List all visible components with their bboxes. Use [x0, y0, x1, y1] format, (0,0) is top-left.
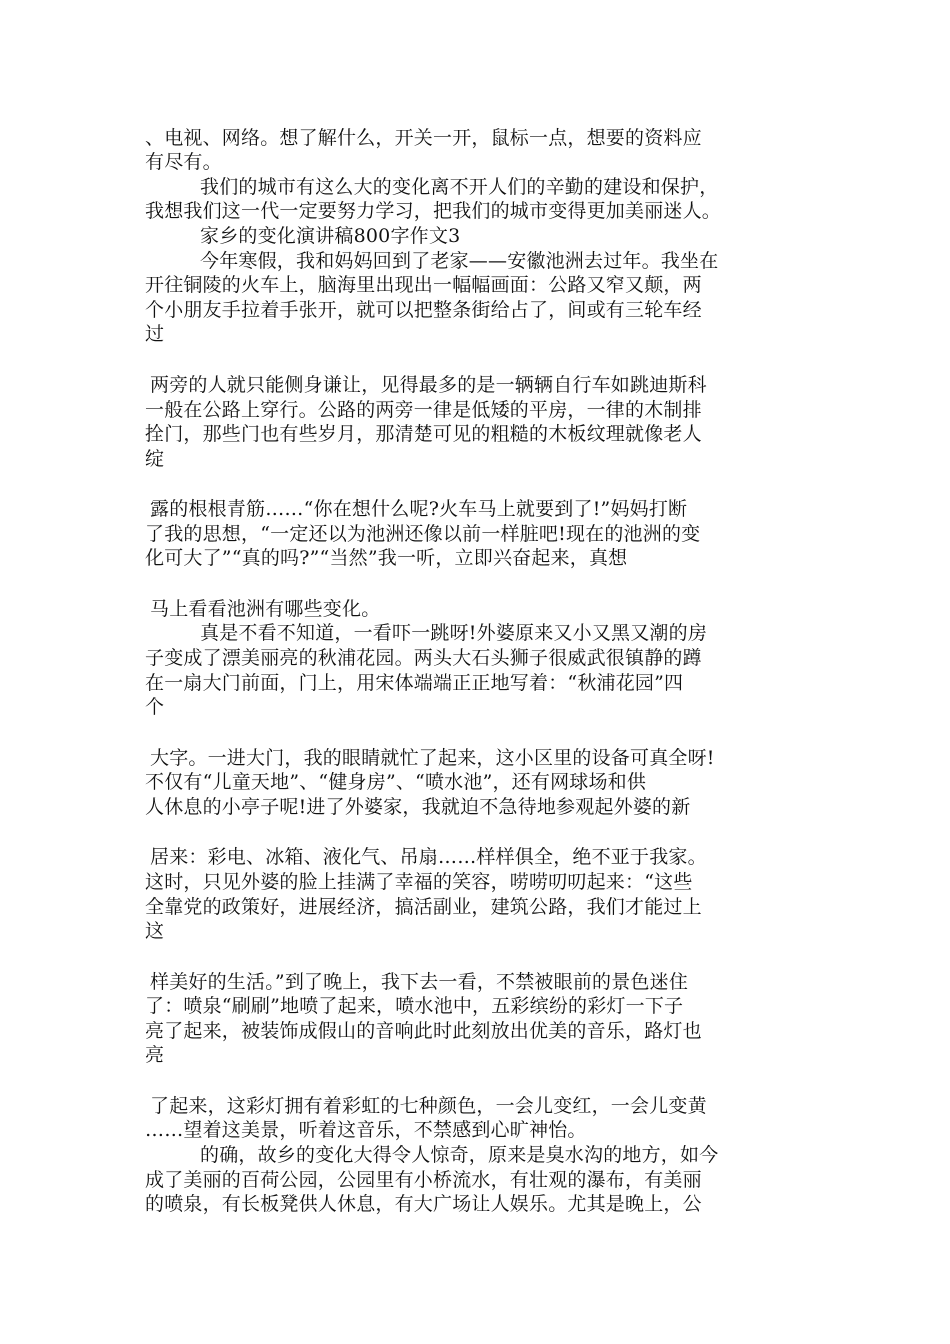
text-line: 亮了起来，被装饰成假山的音响此时此刻放出优美的音乐，路灯也 [145, 1020, 702, 1042]
text-line: 我想我们这一代一定要努力学习，把我们的城市变得更加美丽迷人。 [145, 200, 722, 222]
text-line: 了：喷泉“刷刷”地喷了起来，喷水池中，五彩缤纷的彩灯一下子 [145, 995, 684, 1017]
text-line: 这 [145, 920, 165, 942]
text-line: 的确，故乡的变化大得令人惊奇，原来是臭水沟的地方，如今 [200, 1144, 719, 1166]
text-line: 子变成了漂美丽亮的秋浦花园。两头大石头狮子很威武很镇静的蹲 [145, 647, 702, 669]
text-line: 了起来，这彩灯拥有着彩虹的七种颜色，一会儿变红，一会儿变黄 [150, 1095, 707, 1117]
text-line: 开往铜陵的火车上，脑海里出现出一幅幅画面：公路又窄又颠，两 [145, 274, 702, 296]
text-line: 成了美丽的百荷公园，公园里有小桥流水，有壮观的瀑布，有美丽 [145, 1169, 702, 1191]
text-line: 居来：彩电、冰箱、液化气、吊扇……样样俱全，绝不亚于我家。 [150, 846, 707, 868]
text-line: 人休息的小亭子呢!进了外婆家，我就迫不急待地参观起外婆的新 [145, 796, 691, 818]
text-line: 今年寒假，我和妈妈回到了老家——安徽池洲去过年。我坐在 [200, 250, 719, 272]
text-line: 亮 [145, 1044, 165, 1066]
text-line: 不仅有“儿童天地”、“健身房”、“喷水池”，还有网球场和供 [145, 771, 647, 793]
text-line: 过 [145, 323, 165, 345]
text-line: 有尽有。 [145, 151, 222, 173]
text-line: 个小朋友手拉着手张开，就可以把整条街给占了，间或有三轮车经 [145, 299, 702, 321]
text-line: 、电视、网络。想了解什么，开关一开，鼠标一点，想要的资料应 [145, 127, 702, 149]
text-line: 化可大了”“真的吗?”“当然”我一听，立即兴奋起来，真想 [145, 547, 628, 569]
text-line: 大字。一进大门，我的眼睛就忙了起来，这小区里的设备可真全呀! [150, 747, 715, 769]
text-line: 样美好的生活。”到了晚上，我下去一看，不禁被眼前的景色迷住 [150, 971, 689, 993]
text-line: 在一扇大门前面，门上，用宋体端端正正地写着：“秋浦花园”四 [145, 672, 684, 694]
text-line: 全靠党的政策好，进展经济，搞活副业，建筑公路，我们才能过上 [145, 896, 702, 918]
text-line: 两旁的人就只能侧身谦让，见得最多的是一辆辆自行车如跳迪斯科 [150, 374, 707, 396]
text-line: 真是不看不知道，一看吓一跳呀!外婆原来又小又黑又潮的房 [200, 622, 708, 644]
section-heading: 家乡的变化演讲稿800字作文3 [200, 225, 461, 247]
text-line: 绽 [145, 448, 165, 470]
text-line: 露的根根青筋……“你在想什么呢?火车马上就要到了!”妈妈打断 [150, 498, 688, 520]
text-line: 拴门，那些门也有些岁月，那清楚可见的粗糙的木板纹理就像老人 [145, 423, 702, 445]
text-line: 我们的城市有这么大的变化离不开人们的辛勤的建设和保护， [200, 176, 719, 198]
text-line: 了我的思想，“一定还以为池洲还像以前一样脏吧!现在的池洲的变 [145, 523, 701, 545]
text-line: 的喷泉，有长板凳供人休息，有大广场让人娱乐。尤其是晚上，公 [145, 1193, 702, 1215]
text-line: 马上看看池洲有哪些变化。 [150, 598, 381, 620]
text-line: ……望着这美景，听着这音乐，不禁感到心旷神怡。 [145, 1119, 587, 1141]
text-line: 一般在公路上穿行。公路的两旁一律是低矮的平房，一律的木制排 [145, 399, 702, 421]
text-line: 个 [145, 696, 165, 718]
text-line: 这时，只见外婆的脸上挂满了幸福的笑容，唠唠叨叨起来：“这些 [145, 871, 693, 893]
